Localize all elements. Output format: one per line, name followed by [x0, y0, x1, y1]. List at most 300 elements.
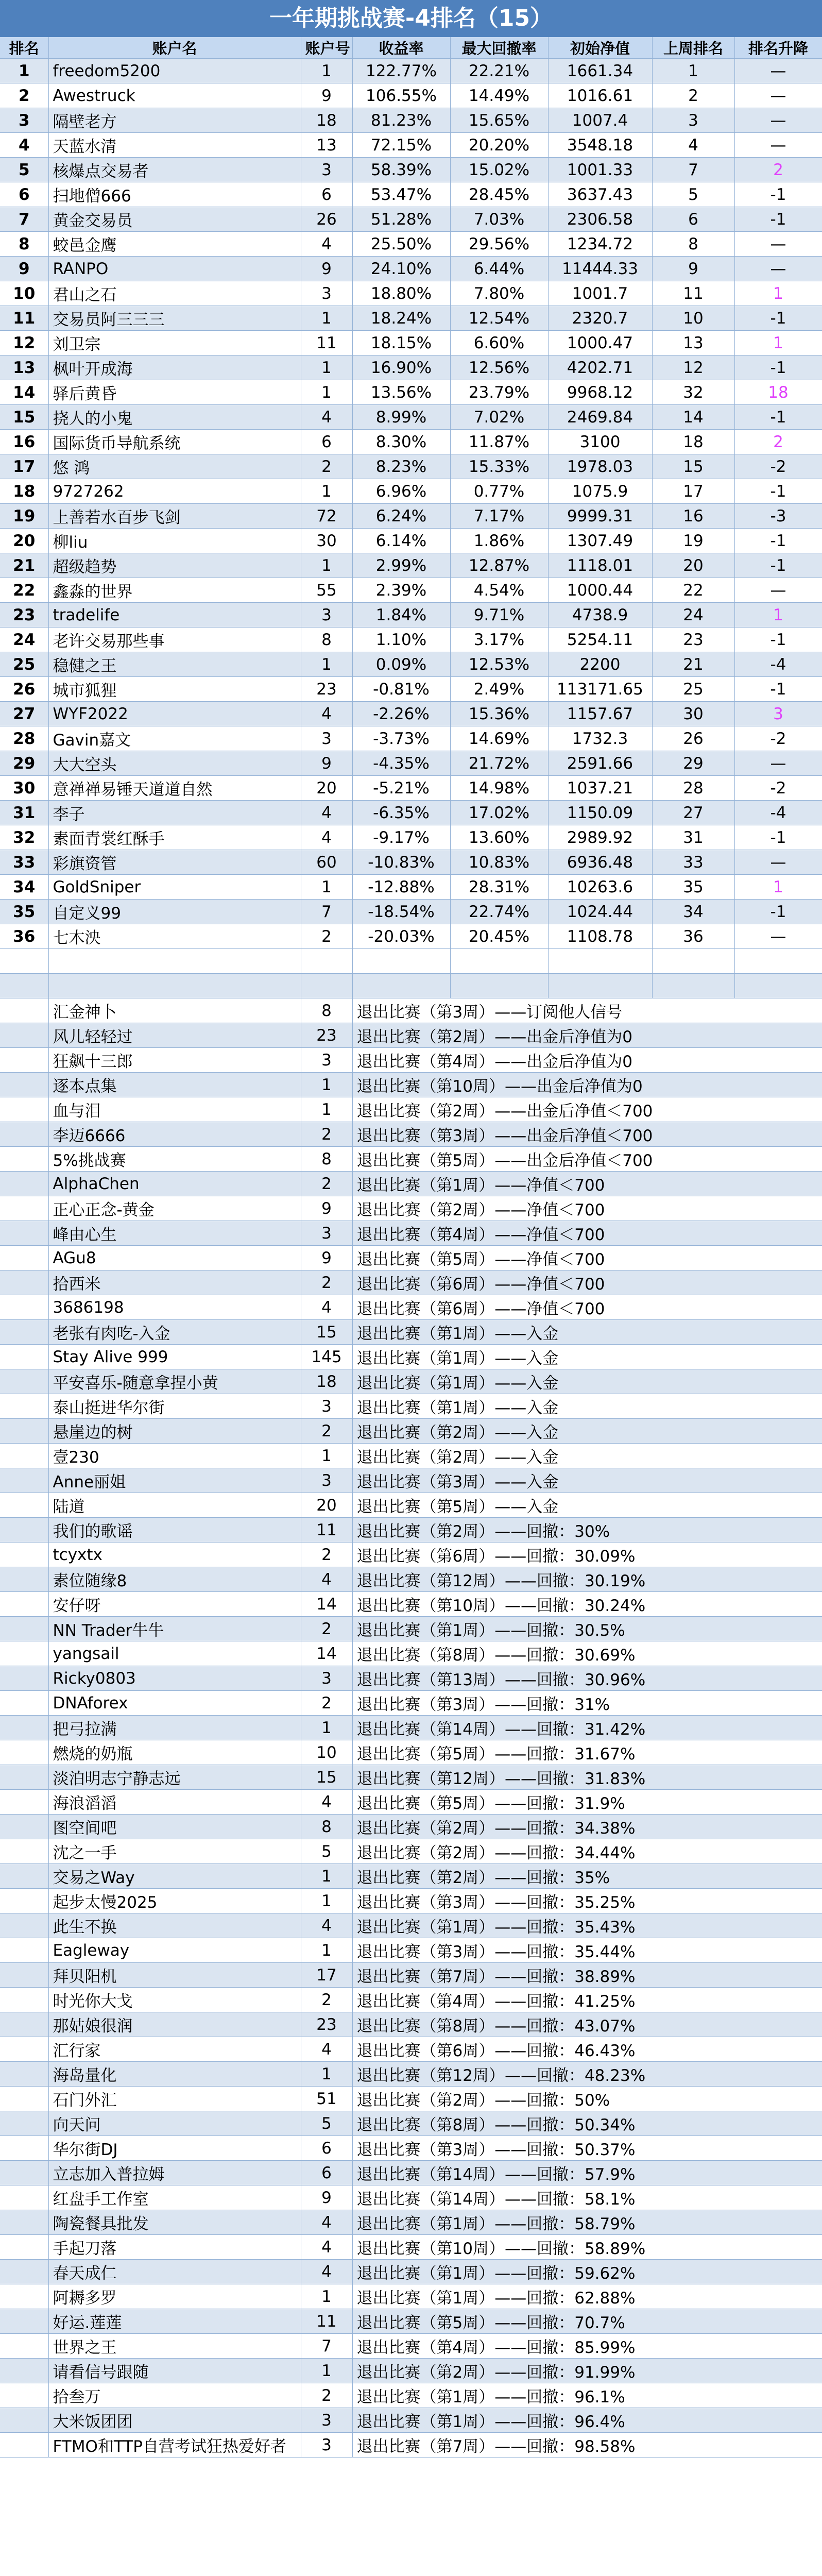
- empty-cell: [0, 2383, 48, 2408]
- exit-reason-cell: 退出比赛（第1周）——回撤：96.1%: [352, 2383, 822, 2408]
- initial-nav-cell: 2200: [548, 652, 652, 677]
- exit-reason-cell: 退出比赛（第2周）——入金: [352, 1444, 822, 1468]
- initial-nav-cell: 2469.84: [548, 405, 652, 430]
- return-rate-cell: 16.90%: [352, 355, 450, 380]
- exited-row: [0, 1864, 822, 1889]
- empty-cell: [0, 1765, 48, 1790]
- max-drawdown-cell: 1.86%: [450, 529, 548, 553]
- account-name-cell: 蛟邑金鹰: [48, 232, 301, 257]
- account-name-cell: 枫叶开成海: [48, 355, 301, 380]
- last-week-rank-cell: 9: [652, 257, 734, 281]
- rank-cell: 29: [0, 751, 48, 776]
- ranked-row: [0, 306, 822, 331]
- exited-row: [0, 1172, 822, 1196]
- empty-cell: [0, 1369, 48, 1394]
- account-name-cell: 把弓拉满: [48, 1716, 301, 1740]
- account-count-cell: 2: [301, 1270, 352, 1295]
- rank-cell: 7: [0, 207, 48, 232]
- account-count-cell: 2: [301, 1543, 352, 1567]
- rank-change-cell: —: [734, 257, 822, 281]
- account-name-cell: 石门外汇: [48, 2087, 301, 2111]
- exit-reason-cell: 退出比赛（第2周）——回撤：34.44%: [352, 1839, 822, 1864]
- ranked-row: [0, 825, 822, 850]
- rank-cell: 11: [0, 306, 48, 331]
- account-name-cell: 逐本点集: [48, 1073, 301, 1097]
- empty-cell: [548, 949, 652, 974]
- rank-change-cell: -1: [734, 207, 822, 232]
- exited-row: [0, 1790, 822, 1815]
- account-count-cell: 3: [301, 1666, 352, 1691]
- account-count-cell: 1: [301, 2284, 352, 2309]
- exit-reason-cell: 退出比赛（第14周）——回撤：58.1%: [352, 2185, 822, 2210]
- rank-cell: 24: [0, 628, 48, 652]
- rank-cell: 2: [0, 83, 48, 108]
- exit-reason-cell: 退出比赛（第6周）——净值＜700: [352, 1270, 822, 1295]
- rank-cell: 21: [0, 553, 48, 578]
- ranked-row: [0, 652, 822, 677]
- account-name-cell: 拾西米: [48, 1270, 301, 1295]
- exit-reason-cell: 退出比赛（第7周）——回撤：38.89%: [352, 1963, 822, 1988]
- account-name-cell: 交易员阿三三三: [48, 306, 301, 331]
- account-name-cell: 此生不换: [48, 1913, 301, 1938]
- exited-row: [0, 1493, 822, 1518]
- account-name-cell: 世界之王: [48, 2334, 301, 2359]
- last-week-rank-cell: 14: [652, 405, 734, 430]
- initial-nav-cell: 1307.49: [548, 529, 652, 553]
- exit-reason-cell: 退出比赛（第4周）——回撤：41.25%: [352, 1988, 822, 2012]
- account-count-cell: 1: [301, 355, 352, 380]
- account-count-cell: 26: [301, 207, 352, 232]
- initial-nav-cell: 1000.47: [548, 331, 652, 355]
- account-count-cell: 9: [301, 1246, 352, 1270]
- initial-nav-cell: 4738.9: [548, 603, 652, 628]
- account-name-cell: 拜贝阳机: [48, 1963, 301, 1988]
- account-name-cell: 彩旗资管: [48, 850, 301, 875]
- return-rate-cell: 6.14%: [352, 529, 450, 553]
- account-name-cell: 3686198: [48, 1295, 301, 1320]
- max-drawdown-cell: 6.44%: [450, 257, 548, 281]
- last-week-rank-cell: 18: [652, 430, 734, 454]
- last-week-rank-cell: 28: [652, 776, 734, 801]
- exited-row: [0, 2309, 822, 2334]
- initial-nav-cell: 1037.21: [548, 776, 652, 801]
- empty-cell: [0, 1444, 48, 1468]
- max-drawdown-cell: 23.79%: [450, 380, 548, 405]
- account-count-cell: 1: [301, 1073, 352, 1097]
- initial-nav-cell: 10263.6: [548, 875, 652, 900]
- initial-nav-cell: 3100: [548, 430, 652, 454]
- account-name-cell: 安仔呀: [48, 1592, 301, 1617]
- empty-cell: [0, 1147, 48, 1172]
- empty-cell: [0, 1666, 48, 1691]
- empty-cell: [0, 2185, 48, 2210]
- account-name-cell: 鑫淼的世界: [48, 578, 301, 603]
- initial-nav-cell: 1978.03: [548, 454, 652, 479]
- account-name-cell: 柳liu: [48, 529, 301, 553]
- rank-change-cell: -1: [734, 529, 822, 553]
- rank-cell: 13: [0, 355, 48, 380]
- account-count-cell: 4: [301, 232, 352, 257]
- account-count-cell: 14: [301, 1592, 352, 1617]
- exit-reason-cell: 退出比赛（第2周）——入金: [352, 1419, 822, 1444]
- account-count-cell: 7: [301, 900, 352, 924]
- ranked-row: [0, 751, 822, 776]
- last-week-rank-cell: 17: [652, 479, 734, 504]
- account-count-cell: 2: [301, 924, 352, 949]
- return-rate-cell: 8.30%: [352, 430, 450, 454]
- exited-row: [0, 1295, 822, 1320]
- rank-change-cell: —: [734, 59, 822, 83]
- max-drawdown-cell: 22.21%: [450, 59, 548, 83]
- rank-change-cell: 18: [734, 380, 822, 405]
- initial-nav-cell: 1075.9: [548, 479, 652, 504]
- rank-change-cell: 2: [734, 158, 822, 182]
- exit-reason-cell: 退出比赛（第4周）——净值＜700: [352, 1221, 822, 1246]
- account-count-cell: 4: [301, 2037, 352, 2062]
- exited-row: [0, 2408, 822, 2433]
- max-drawdown-cell: 12.87%: [450, 553, 548, 578]
- max-drawdown-cell: 17.02%: [450, 801, 548, 825]
- account-count-cell: 1: [301, 1938, 352, 1963]
- account-name-cell: 七木泱: [48, 924, 301, 949]
- exit-reason-cell: 退出比赛（第1周）——回撤：58.79%: [352, 2210, 822, 2235]
- account-name-cell: 汇金神卜: [48, 998, 301, 1023]
- account-count-cell: 4: [301, 2235, 352, 2260]
- max-drawdown-cell: 13.60%: [450, 825, 548, 850]
- return-rate-cell: -12.88%: [352, 875, 450, 900]
- return-rate-cell: 72.15%: [352, 133, 450, 158]
- account-count-cell: 3: [301, 1048, 352, 1073]
- return-rate-cell: 18.80%: [352, 281, 450, 306]
- account-name-cell: 君山之石: [48, 281, 301, 306]
- empty-cell: [734, 974, 822, 998]
- account-count-cell: 4: [301, 2210, 352, 2235]
- last-week-rank-cell: 11: [652, 281, 734, 306]
- ranking-table: [0, 37, 822, 2458]
- account-name-cell: 5%挑战赛: [48, 1147, 301, 1172]
- initial-nav-cell: 9999.31: [548, 504, 652, 529]
- account-count-cell: 9: [301, 83, 352, 108]
- exit-reason-cell: 退出比赛（第2周）——回撤：30%: [352, 1518, 822, 1543]
- account-count-cell: 1: [301, 875, 352, 900]
- last-week-rank-cell: 2: [652, 83, 734, 108]
- empty-cell: [48, 949, 301, 974]
- rank-cell: 30: [0, 776, 48, 801]
- exit-reason-cell: 退出比赛（第10周）——回撤：58.89%: [352, 2235, 822, 2260]
- empty-cell: [301, 974, 352, 998]
- rank-cell: 16: [0, 430, 48, 454]
- initial-nav-cell: 113171.65: [548, 677, 652, 702]
- account-name-cell: 海岛量化: [48, 2062, 301, 2087]
- return-rate-cell: -4.35%: [352, 751, 450, 776]
- account-count-cell: 18: [301, 1369, 352, 1394]
- return-rate-cell: 2.99%: [352, 553, 450, 578]
- last-week-rank-cell: 3: [652, 108, 734, 133]
- rank-cell: 10: [0, 281, 48, 306]
- exited-row: [0, 1122, 822, 1147]
- exited-row: [0, 1221, 822, 1246]
- exit-reason-cell: 退出比赛（第3周）——回撤：35.44%: [352, 1938, 822, 1963]
- initial-nav-cell: 1118.01: [548, 553, 652, 578]
- exited-row: [0, 1468, 822, 1493]
- account-name-cell: Ricky0803: [48, 1666, 301, 1691]
- empty-cell: [0, 2087, 48, 2111]
- column-header: 排名升降: [734, 37, 822, 59]
- rank-change-cell: 2: [734, 430, 822, 454]
- exited-row: [0, 1246, 822, 1270]
- max-drawdown-cell: 0.77%: [450, 479, 548, 504]
- exited-row: [0, 2383, 822, 2408]
- exited-row: [0, 2087, 822, 2111]
- ranked-row: [0, 801, 822, 825]
- exited-row: [0, 1073, 822, 1097]
- last-week-rank-cell: 31: [652, 825, 734, 850]
- last-week-rank-cell: 10: [652, 306, 734, 331]
- exited-row: [0, 1913, 822, 1938]
- account-count-cell: 8: [301, 628, 352, 652]
- rank-cell: 26: [0, 677, 48, 702]
- account-count-cell: 15: [301, 1320, 352, 1345]
- exit-reason-cell: 退出比赛（第3周）——入金: [352, 1468, 822, 1493]
- rank-change-cell: -1: [734, 677, 822, 702]
- exited-row: [0, 1963, 822, 1988]
- exit-reason-cell: 退出比赛（第6周）——回撤：30.09%: [352, 1543, 822, 1567]
- account-count-cell: 1: [301, 1889, 352, 1913]
- exited-row: [0, 2284, 822, 2309]
- column-header: 最大回撤率: [450, 37, 548, 59]
- rank-change-cell: 1: [734, 331, 822, 355]
- empty-cell: [48, 974, 301, 998]
- account-count-cell: 1: [301, 2359, 352, 2383]
- rank-cell: 1: [0, 59, 48, 83]
- exited-row: [0, 2185, 822, 2210]
- empty-cell: [0, 1122, 48, 1147]
- return-rate-cell: 1.10%: [352, 628, 450, 652]
- column-header: 初始净值: [548, 37, 652, 59]
- exit-reason-cell: 退出比赛（第5周）——回撤：31.9%: [352, 1790, 822, 1815]
- max-drawdown-cell: 14.69%: [450, 726, 548, 751]
- empty-cell: [0, 1617, 48, 1641]
- exit-reason-cell: 退出比赛（第1周）——净值＜700: [352, 1172, 822, 1196]
- account-count-cell: 3: [301, 726, 352, 751]
- account-name-cell: 老张有肉吃-入金: [48, 1320, 301, 1345]
- max-drawdown-cell: 20.45%: [450, 924, 548, 949]
- account-name-cell: 9727262: [48, 479, 301, 504]
- last-week-rank-cell: 35: [652, 875, 734, 900]
- empty-cell: [352, 949, 450, 974]
- account-name-cell: Gavin嘉文: [48, 726, 301, 751]
- account-count-cell: 10: [301, 1740, 352, 1765]
- exit-reason-cell: 退出比赛（第1周）——回撤：59.62%: [352, 2260, 822, 2284]
- max-drawdown-cell: 2.49%: [450, 677, 548, 702]
- exit-reason-cell: 退出比赛（第2周）——回撤：91.99%: [352, 2359, 822, 2383]
- account-name-cell: 素位随缘8: [48, 1567, 301, 1592]
- last-week-rank-cell: 23: [652, 628, 734, 652]
- account-count-cell: 9: [301, 1196, 352, 1221]
- ranked-row: [0, 875, 822, 900]
- rank-change-cell: 1: [734, 603, 822, 628]
- empty-cell: [0, 2062, 48, 2087]
- account-name-cell: 淡泊明志宁静志远: [48, 1765, 301, 1790]
- exit-reason-cell: 退出比赛（第14周）——回撤：31.42%: [352, 1716, 822, 1740]
- column-header: 收益率: [352, 37, 450, 59]
- account-name-cell: AGu8: [48, 1246, 301, 1270]
- empty-cell: [0, 2309, 48, 2334]
- exited-row: [0, 1394, 822, 1419]
- rank-change-cell: 3: [734, 702, 822, 726]
- max-drawdown-cell: 3.17%: [450, 628, 548, 652]
- blank-row: [0, 974, 822, 998]
- empty-cell: [0, 1270, 48, 1295]
- empty-cell: [0, 2161, 48, 2185]
- rank-cell: 4: [0, 133, 48, 158]
- empty-cell: [548, 974, 652, 998]
- ranked-row: [0, 430, 822, 454]
- empty-cell: [0, 2260, 48, 2284]
- watermark: [655, 2571, 810, 2576]
- exited-row: [0, 2334, 822, 2359]
- initial-nav-cell: 1150.09: [548, 801, 652, 825]
- account-count-cell: 8: [301, 1147, 352, 1172]
- ranked-row: [0, 133, 822, 158]
- rank-change-cell: -2: [734, 726, 822, 751]
- exited-row: [0, 2037, 822, 2062]
- initial-nav-cell: 2306.58: [548, 207, 652, 232]
- rank-change-cell: -1: [734, 628, 822, 652]
- account-count-cell: 11: [301, 2309, 352, 2334]
- max-drawdown-cell: 28.45%: [450, 182, 548, 207]
- account-name-cell: 刘卫宗: [48, 331, 301, 355]
- last-week-rank-cell: 25: [652, 677, 734, 702]
- empty-cell: [0, 1543, 48, 1567]
- exited-row: [0, 2136, 822, 2161]
- initial-nav-cell: 1001.33: [548, 158, 652, 182]
- ranked-row: [0, 479, 822, 504]
- exited-row: [0, 1444, 822, 1468]
- empty-cell: [0, 1394, 48, 1419]
- account-name-cell: 沈之一手: [48, 1839, 301, 1864]
- ranked-row: [0, 578, 822, 603]
- account-count-cell: 3: [301, 603, 352, 628]
- exited-row: [0, 1543, 822, 1567]
- exited-row: [0, 2012, 822, 2037]
- account-count-cell: 6: [301, 2161, 352, 2185]
- blank-row: [0, 949, 822, 974]
- exit-reason-cell: 退出比赛（第1周）——回撤：62.88%: [352, 2284, 822, 2309]
- account-name-cell: 自定义99: [48, 900, 301, 924]
- last-week-rank-cell: 33: [652, 850, 734, 875]
- exit-reason-cell: 退出比赛（第5周）——回撤：31.67%: [352, 1740, 822, 1765]
- empty-cell: [450, 949, 548, 974]
- account-count-cell: 9: [301, 2185, 352, 2210]
- column-header: 排名: [0, 37, 48, 59]
- empty-cell: [0, 1320, 48, 1345]
- account-name-cell: 海浪滔滔: [48, 1790, 301, 1815]
- return-rate-cell: 6.96%: [352, 479, 450, 504]
- rank-cell: 28: [0, 726, 48, 751]
- last-week-rank-cell: 27: [652, 801, 734, 825]
- account-count-cell: 1: [301, 1444, 352, 1468]
- account-name-cell: DNAforex: [48, 1691, 301, 1716]
- exited-row: [0, 1369, 822, 1394]
- exited-row: [0, 1567, 822, 1592]
- account-name-cell: 那姑娘很润: [48, 2012, 301, 2037]
- column-header: 账户号: [301, 37, 352, 59]
- rank-change-cell: 1: [734, 875, 822, 900]
- rank-change-cell: -4: [734, 801, 822, 825]
- account-name-cell: 时光你大戈: [48, 1988, 301, 2012]
- initial-nav-cell: 2320.7: [548, 306, 652, 331]
- initial-nav-cell: 1016.61: [548, 83, 652, 108]
- return-rate-cell: 18.15%: [352, 331, 450, 355]
- max-drawdown-cell: 12.53%: [450, 652, 548, 677]
- account-name-cell: 悬崖边的树: [48, 1419, 301, 1444]
- initial-nav-cell: 1024.44: [548, 900, 652, 924]
- rank-cell: 31: [0, 801, 48, 825]
- account-name-cell: 春天成仁: [48, 2260, 301, 2284]
- account-name-cell: 交易之Way: [48, 1864, 301, 1889]
- return-rate-cell: -0.81%: [352, 677, 450, 702]
- exit-reason-cell: 退出比赛（第5周）——净值＜700: [352, 1246, 822, 1270]
- rank-cell: 12: [0, 331, 48, 355]
- ranked-row: [0, 726, 822, 751]
- account-count-cell: 11: [301, 331, 352, 355]
- sheet-title: 一年期挑战赛-4排名（15）: [0, 0, 822, 37]
- exit-reason-cell: 退出比赛（第3周）——回撤：50.37%: [352, 2136, 822, 2161]
- empty-cell: [0, 1567, 48, 1592]
- account-name-cell: Awestruck: [48, 83, 301, 108]
- account-count-cell: 4: [301, 1295, 352, 1320]
- account-name-cell: Anne丽姐: [48, 1468, 301, 1493]
- account-count-cell: 20: [301, 1493, 352, 1518]
- account-count-cell: 2: [301, 1172, 352, 1196]
- rank-change-cell: -1: [734, 825, 822, 850]
- ranked-row: [0, 380, 822, 405]
- account-name-cell: 陆道: [48, 1493, 301, 1518]
- return-rate-cell: 8.99%: [352, 405, 450, 430]
- exit-reason-cell: 退出比赛（第12周）——回撤：30.19%: [352, 1567, 822, 1592]
- empty-cell: [0, 1023, 48, 1048]
- exit-reason-cell: 退出比赛（第1周）——入金: [352, 1394, 822, 1419]
- max-drawdown-cell: 12.56%: [450, 355, 548, 380]
- rank-cell: 18: [0, 479, 48, 504]
- account-name-cell: 立志加入普拉姆: [48, 2161, 301, 2185]
- initial-nav-cell: 11444.33: [548, 257, 652, 281]
- last-week-rank-cell: 4: [652, 133, 734, 158]
- max-drawdown-cell: 14.98%: [450, 776, 548, 801]
- empty-cell: [0, 1963, 48, 1988]
- rank-change-cell: -3: [734, 504, 822, 529]
- exited-row: [0, 1023, 822, 1048]
- account-name-cell: 扫地僧666: [48, 182, 301, 207]
- return-rate-cell: -2.26%: [352, 702, 450, 726]
- ranked-row: [0, 281, 822, 306]
- account-count-cell: 4: [301, 1567, 352, 1592]
- ranked-row: [0, 355, 822, 380]
- account-name-cell: FTMO和TTP自营考试狂热爱好者: [48, 2433, 301, 2458]
- ranked-row: [0, 207, 822, 232]
- account-name-cell: 李子: [48, 801, 301, 825]
- ranked-row: [0, 108, 822, 133]
- rank-cell: 8: [0, 232, 48, 257]
- rank-cell: 35: [0, 900, 48, 924]
- empty-cell: [301, 949, 352, 974]
- account-count-cell: 1: [301, 59, 352, 83]
- ranked-row: [0, 232, 822, 257]
- rank-change-cell: -1: [734, 553, 822, 578]
- last-week-rank-cell: 7: [652, 158, 734, 182]
- initial-nav-cell: 1157.67: [548, 702, 652, 726]
